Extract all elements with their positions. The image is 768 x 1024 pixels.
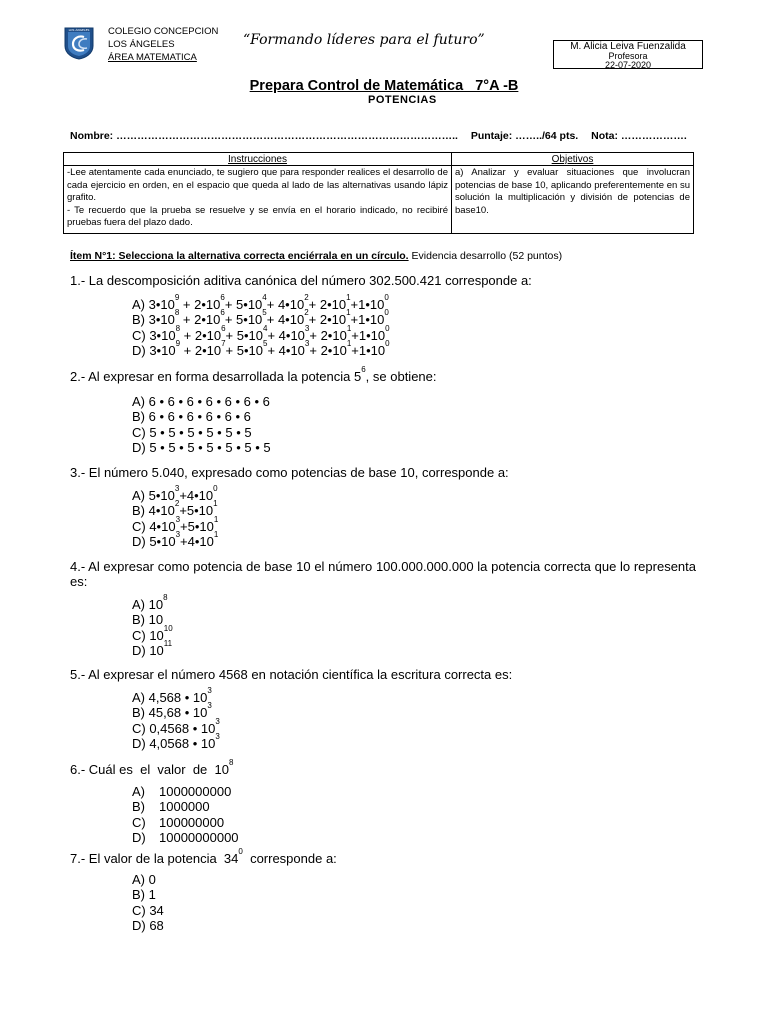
exponent: 5 [263,338,268,348]
instructions-text-2: - Te recuerdo que la prueba se resuelve y se envía en el horario indicado, no recibiré pruebas fuera del plazo dado. [67,204,448,228]
question-6: 6.- Cuál es el valor de $10^8$ [70,758,234,777]
exponent: 11 [163,638,173,648]
exponent: 3 [215,731,220,741]
option[interactable]: C) 0,4568 • $10^3$ [132,716,220,736]
teacher-role: Profesora [608,50,648,61]
exponent: 6 [361,365,366,374]
grade-field[interactable]: Nota: ………………. [591,130,687,142]
option[interactable]: D) $5•10^3+4•10^1$ [132,529,219,549]
option[interactable]: A) 4,568 • $10^3$ [132,686,212,705]
exponent: 1 [213,529,219,539]
page-title: Prepara Control de Matemática 7°A -B [249,78,519,94]
exponent: 3 [174,484,180,493]
option[interactable]: C) $4•10^3+5•10^1$ [132,514,219,534]
exponent: 9 [175,338,181,348]
question-2: 2.- Al expresar en forma desarrollada la potencia $5^6$, se obtiene: [70,365,437,384]
option[interactable]: C) $3•10^8$ + $2•10^6+$ $5•10^4+$ $4•10^3+$ $2•10^1+1•10^0$ [132,323,390,343]
option[interactable]: D) 68 [132,917,164,933]
option[interactable]: B) 1000000 [132,799,210,815]
exponent: 2 [174,499,180,509]
option[interactable]: D) $10^{11}$ [132,638,173,658]
exponent: 0 [238,847,243,856]
exponent: 0 [385,338,390,348]
exponent: 1 [346,308,351,318]
objectives-header: Objetivos [452,153,694,166]
option[interactable]: B) 45,68 • $10^3$ [132,701,212,721]
item-title: Ítem N°1: Selecciona la alternativa correcta enciérrala en un círculo. [70,250,409,262]
option[interactable]: A) 0 [132,872,156,887]
option[interactable]: C) 100000000 [132,814,225,830]
exponent: 0 [213,484,218,493]
option[interactable]: C) 5 • 5 • 5 • 5 • 5 • 5 [132,424,252,440]
exponent: 8 [163,593,168,602]
school-logo [63,26,95,60]
exponent: 3 [175,529,181,539]
school-name: COLEGIO CONCEPCION [108,26,219,37]
exponent: 8 [228,758,234,767]
item-heading [70,250,562,262]
exponent: 1 [346,293,351,302]
exponent: 3 [175,514,181,524]
teacher-name: M. Alicia Leiva Fuenzalida [570,41,686,52]
instructions-table [63,152,694,234]
exponent: 0 [384,308,389,318]
option[interactable]: B) 10 [132,612,164,628]
question-4-options [132,593,173,658]
school-area: ÁREA MATEMATICA [108,52,197,63]
instructions-cell [64,166,452,234]
question-4: 4.- Al expresar como potencia de base 10 el número 100.000.000.000 la potencia correcta que lo representa es: [70,559,696,589]
exponent: 1 [213,499,218,509]
student-fields [70,130,687,142]
question-5: 5.- Al expresar el número 4568 en notación científica la escritura correcta es: [70,667,513,682]
exponent: 1 [346,338,352,348]
exponent: 3 [207,701,212,711]
school-info [108,25,218,64]
objectives-cell: a) Analizar y evaluar situaciones que involucran potencias de base 10, aplicando preferentemente en su solución la multiplicación y división de potencias de base10. [452,166,694,234]
exponent: 3 [215,716,220,726]
option[interactable]: B) 6 • 6 • 6 • 6 • 6 • 6 [132,409,251,425]
item-note: Evidencia desarrollo (52 puntos) [411,250,563,262]
exponent: 4 [262,293,267,302]
exponent: 9 [174,293,180,302]
instructions-text: -Lee atentamente cada enunciado, te sugiero que para responder realices el desarrollo de cada ejercicio en orden, en el espacio que queda al lado de las alternativas usando lápiz grafito. [67,167,448,203]
option[interactable]: D) $3•10^9$ + $2•10^7+$ $5•10^5+$ $4•10^3+$ $2•10^1+1•10^0$ [132,338,390,358]
option[interactable]: B) $4•10^2+5•10^1$ [132,499,218,519]
exponent: 0 [384,293,389,302]
exponent: 10 [163,623,173,633]
option[interactable]: A) $5•10^3+4•10^0$ [132,484,218,503]
option[interactable]: C) 34 [132,902,164,918]
document-date: 22-07-2020 [604,60,652,70]
option[interactable]: B) $3•10^8$ + $2•10^6+$ $5•10^5+$ $4•10^2+$ $2•10^1+1•10^0$ [132,308,389,328]
question-3-options [132,484,219,549]
option[interactable]: A) 6 • 6 • 6 • 6 • 6 • 6 • 6 [132,394,270,409]
exponent: 3 [207,686,212,695]
logo-text: LOS ÁNGELES [68,28,90,32]
question-5-options [132,686,220,751]
question-1-options [132,293,390,358]
option[interactable]: A) $10^8$ [132,593,168,612]
question-7: 7.- El valor de la potencia $34^0$ corresponde a: [70,847,337,866]
option[interactable]: C) $10^{10}$ [132,623,173,643]
option[interactable]: A) $3•10^9$ + $2•10^6+$ $5•10^4+$ $4•10^2+$ $2•10^1+1•10^0$ [132,293,389,312]
exponent: 8 [175,323,181,333]
option[interactable]: D) 4,0568 • $10^3$ [132,731,220,751]
exponent: 7 [221,338,226,348]
school-city: LOS ÁNGELES [108,39,175,50]
exponent: 1 [346,323,352,333]
question-1: 1.- La descomposición aditiva canónica del número 302.500.421 corresponde a: [70,273,532,288]
exponent: 2 [304,293,309,302]
exponent: 6 [221,323,226,333]
score-field[interactable]: Puntaje: ……../64 pts. [470,130,579,142]
question-7-options [132,872,164,933]
exponent: 6 [220,293,225,302]
name-field[interactable]: Nombre: …………………………………………………………………………………….. [70,130,458,142]
question-6-options [132,784,239,845]
teacher-box [553,40,703,69]
exponent: 3 [304,338,310,348]
exponent: 0 [385,323,390,333]
exponent: 6 [220,308,225,318]
option[interactable]: D) 5 • 5 • 5 • 5 • 5 • 5 • 5 [132,439,271,455]
option[interactable]: D) 10000000000 [132,829,239,845]
instructions-header: Instrucciones [64,153,452,166]
exponent: 1 [213,514,219,524]
exponent: 8 [174,308,180,318]
exponent: 2 [304,308,309,318]
option[interactable]: B) 1 [132,887,156,903]
option[interactable]: A) 1000000000 [132,784,232,799]
exponent: 5 [262,308,267,318]
question-2-options [132,394,271,455]
school-motto: “Formando líderes para el futuro” [243,32,485,48]
exponent: 3 [304,323,310,333]
question-3: 3.- El número 5.040, expresado como potencias de base 10, corresponde a: [70,465,509,480]
exponent: 4 [263,323,268,333]
page-subtitle: POTENCIAS [368,94,437,106]
